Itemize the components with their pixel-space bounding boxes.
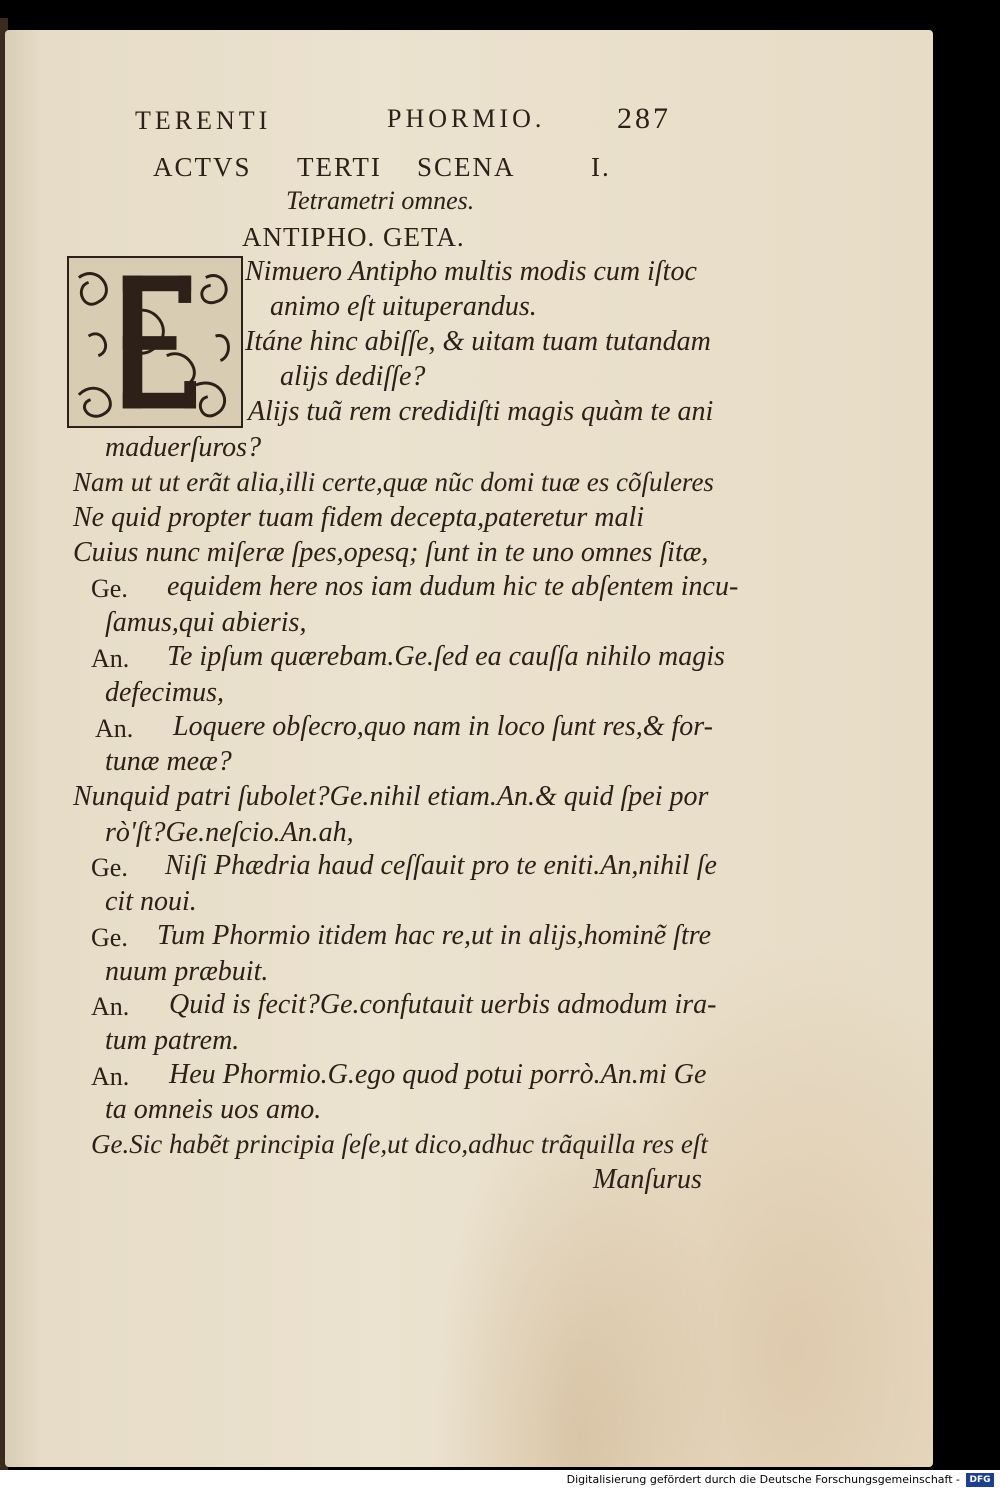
act-heading-numeral: I.	[591, 152, 611, 182]
text-line: Nam ut ut erãt alia,illi certe,quæ nũc domi tuæ es cõſuleres	[73, 467, 714, 497]
text-line: ſamus,qui abieris,	[105, 607, 307, 638]
text-line: Alijs tuã rem credidiſti magis quàm te ani	[248, 396, 714, 427]
characters-heading: ANTIPHO. GETA.	[242, 222, 465, 252]
text-line: Tum Phormio itidem hac re,ut in alijs,hominẽ ſtre	[157, 920, 712, 951]
page-number: 287	[617, 102, 671, 135]
footer-bar	[0, 1470, 1000, 1491]
text-line: nuum præbuit.	[105, 956, 269, 987]
text-line: Te ipſum quærebam.Ge.ſed ea cauſſa nihilo magis	[167, 641, 725, 672]
text-line: Quid is fecit?Ge.confutauit uerbis admodum ira-	[169, 989, 717, 1020]
speaker-label: An.	[91, 992, 130, 1021]
text-line: cit noui.	[105, 886, 197, 917]
text-line: Niſi Phædria haud ceſſauit pro te eniti.An,nihil ſe	[165, 850, 717, 881]
speaker-label: An.	[91, 644, 130, 673]
header-center: PHORMIO.	[387, 104, 546, 133]
text-line: Ne quid propter tuam fidem decepta,pateretur mali	[73, 502, 645, 533]
decorated-initial-e	[67, 256, 243, 428]
speaker-label: An.	[91, 1062, 130, 1091]
text-line: equidem here nos iam dudum hic te abſentem incu-	[167, 571, 739, 602]
book-page	[5, 30, 933, 1467]
text-line: tum patrem.	[105, 1025, 240, 1056]
text-line: rò'ſt?Ge.neſcio.An.ah,	[105, 817, 354, 848]
text-line: Nunquid patri ſubolet?Ge.nihil etiam.An.& quid ſpei por	[73, 781, 709, 812]
footer-credit: Digitalisierung gefördert durch die Deutsche Forschungsgemeinschaft -	[566, 1473, 960, 1486]
header-left: TERENTI	[135, 106, 272, 135]
ornament-icon	[69, 258, 241, 426]
text-line: alijs dediſſe?	[280, 361, 426, 392]
speaker-label: Ge.	[91, 923, 128, 952]
text-line: tunæ meæ?	[105, 746, 232, 777]
text-line: ta omneis uos amo.	[105, 1094, 322, 1125]
text-line: animo eſt uituperandus.	[270, 291, 537, 322]
act-heading-act: ACTVS	[153, 152, 252, 182]
act-heading-scena: SCENA	[417, 152, 516, 182]
meter-note: Tetrametri omnes.	[286, 186, 475, 215]
text-line: Nimuero Antipho multis modis cum iſtoc	[245, 256, 697, 287]
dfg-logo-icon: DFG	[966, 1473, 994, 1487]
act-heading-terti: TERTI	[297, 152, 382, 182]
text-line: Itáne hinc abiſſe, & uitam tuam tutandam	[245, 326, 711, 357]
text-line: Ge.Sic habẽt principia ſeſe,ut dico,adhuc trãquilla res eſt	[91, 1129, 708, 1159]
text-line: Cuius nunc miſeræ ſpes,opesq; ſunt in te uno omnes ſitæ,	[73, 537, 709, 568]
catchword: Manſurus	[593, 1164, 702, 1195]
speaker-label: Ge.	[91, 853, 128, 882]
text-line: defecimus,	[105, 677, 224, 708]
text-line: Heu Phormio.G.ego quod potui porrò.An.mi Ge	[169, 1059, 707, 1090]
text-line: Loquere obſecro,quo nam in loco ſunt res,& for-	[173, 711, 713, 742]
speaker-label: Ge.	[91, 574, 128, 603]
text-line: maduerſuros?	[105, 432, 262, 463]
speaker-label: An.	[95, 714, 134, 743]
